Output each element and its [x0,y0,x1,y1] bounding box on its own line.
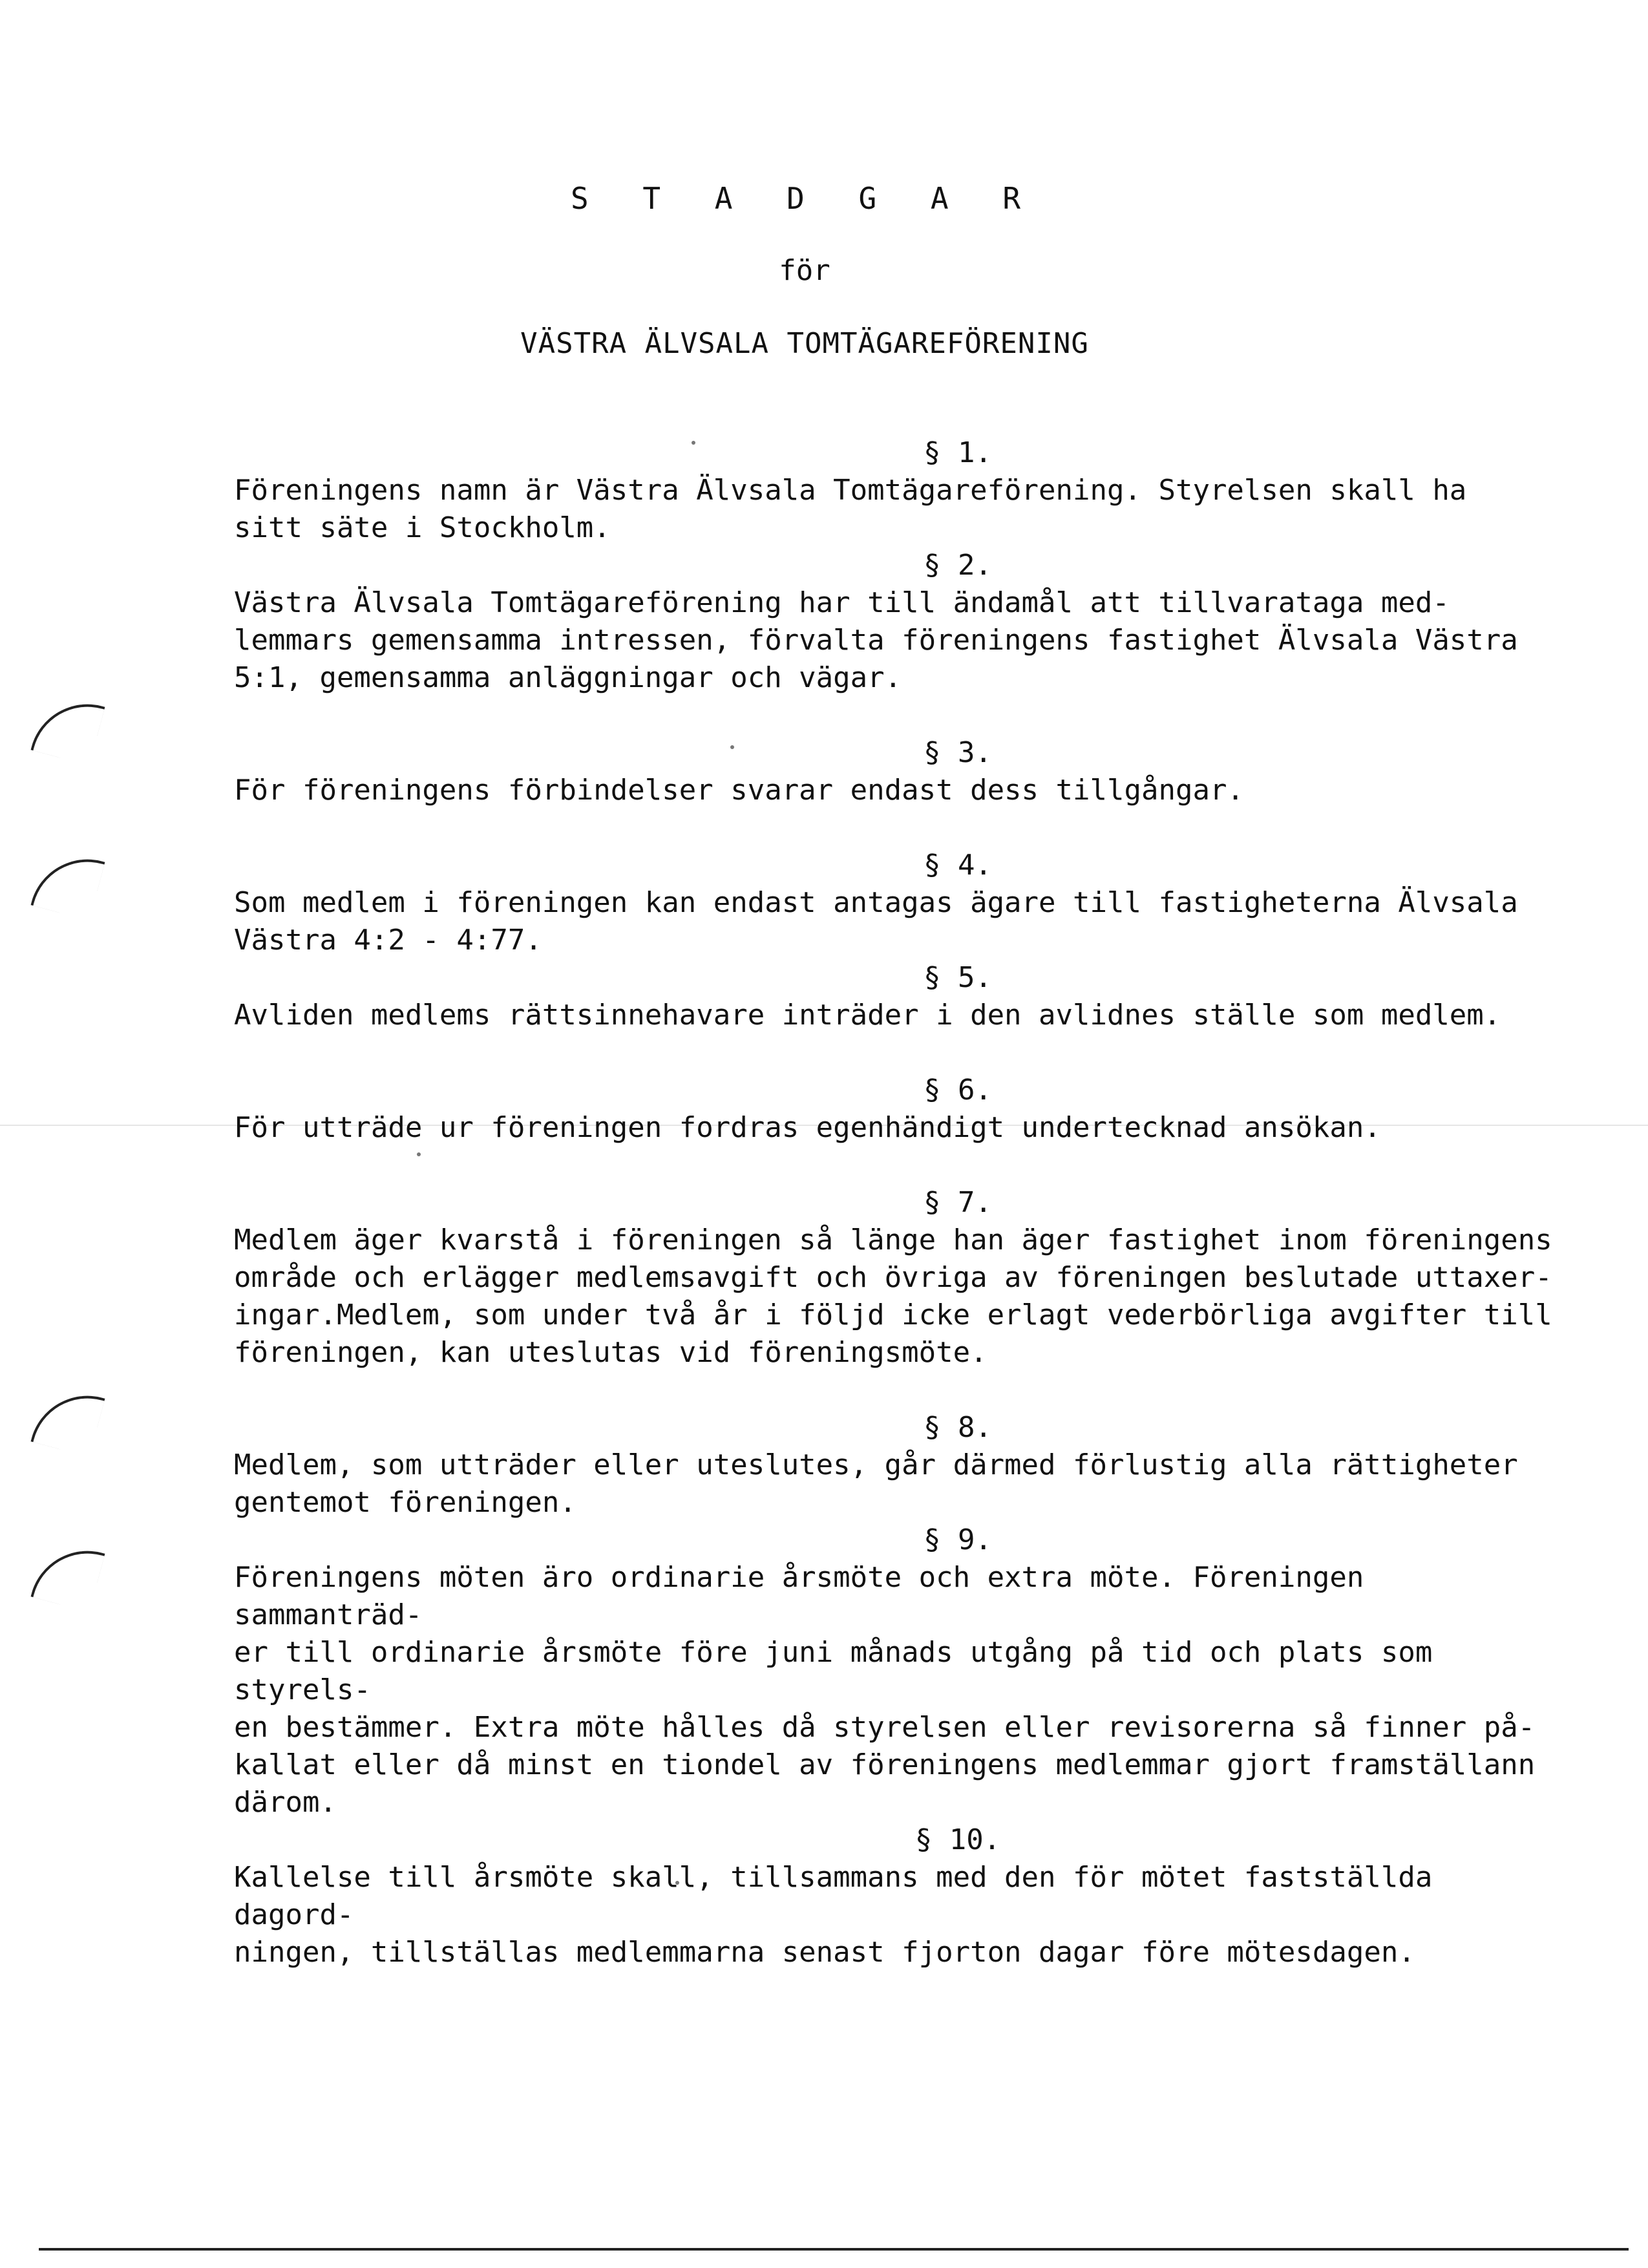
section-number: § 9. [924,1523,992,1556]
punch-hole-mark [30,1538,105,1612]
spacer [234,1372,1565,1409]
punch-hole-mark [30,1383,105,1457]
section-number: § 7. [924,1186,992,1219]
section-number: § 5. [924,961,992,994]
statutes-body [234,434,1565,1971]
section-4 [234,847,1565,959]
punch-hole-mark [30,846,105,920]
section-number: § 1. [924,436,992,469]
spacer [234,1034,1565,1072]
section-9 [234,1521,1565,1821]
section-5 [234,959,1565,1034]
spacer [234,1147,1565,1184]
section-text: Föreningens namn är Västra Älvsala Tomtägareförening. Styrelsen skall ha sitt säte i Stockholm. [234,474,1467,544]
section-2 [234,547,1565,697]
section-text: För utträde ur föreningen fordras egenhändigt undertecknad ansökan. [234,1111,1381,1144]
spacer [234,809,1565,847]
section-number: § 10. [914,1823,1001,1856]
section-number: § 6. [924,1074,992,1107]
section-8 [234,1409,1565,1521]
section-text: Avliden medlems rättsinnehavare inträder i den avlidnes ställe som medlem. [234,999,1501,1032]
section-7 [234,1184,1565,1372]
spacer [234,697,1565,734]
punch-hole-mark [30,691,105,765]
section-text: Kallelse till årsmöte skall, tillsammans med den för mötet fastställda dagord- ningen, tillställas medlemmarna senast fjorton dagar före mötesdagen. [234,1861,1433,1969]
document-subtitle: för [779,254,830,287]
section-number: § 4. [924,849,992,882]
section-text: Medlem, som utträder eller uteslutes, går därmed förlustig alla rättigheter gentemot föreningen. [234,1448,1518,1519]
section-3 [234,734,1565,809]
section-number: § 8. [924,1411,992,1444]
document-title: S T A D G A R [570,181,1039,216]
organization-name: VÄSTRA ÄLVSALA TOMTÄGAREFÖRENING [520,327,1089,360]
section-text: Västra Älvsala Tomtägareförening har till ändamål att tillvaratagа med- lemmars gemensamma intressen, förvalta föreningens fastighet Älvsala Västra 5:1, gemensamma anläggningar och vägar. [234,586,1518,694]
section-text: Som medlem i föreningen kan endast antagas ägare till fastigheterna Älvsala Västra 4:2 - 4:77. [234,886,1518,957]
page-edge-line [39,2248,1629,2251]
section-10 [234,1821,1565,1971]
section-number: § 3. [924,736,992,769]
section-text: För föreningens förbindelser svarar endast dess tillgångar. [234,774,1244,807]
section-number: § 2. [924,549,992,582]
section-text: Föreningens möten äro ordinarie årsmöte och extra möte. Föreningen sammanträd- er till ordinarie årsmöte före juni månads utgång på tid och plats som styrels- en bestämmer. Extra möte hålles då styrelsen eller revisorerna så finner på- kallat eller då minst en tiondel av föreningens medlemmar gjort framställann därom. [234,1561,1536,1819]
section-6 [234,1072,1565,1147]
section-1 [234,434,1565,547]
section-text: Medlem äger kvarstå i föreningen så länge han äger fastighet inom föreningens område och erlägger medlemsavgift och övriga av föreningen beslutade uttaxer- ingar.Medlem, som under två år i följd icke erlagt vederbörliga avgifter till föreningen, kan uteslutas vid föreningsmöte. [234,1224,1552,1369]
